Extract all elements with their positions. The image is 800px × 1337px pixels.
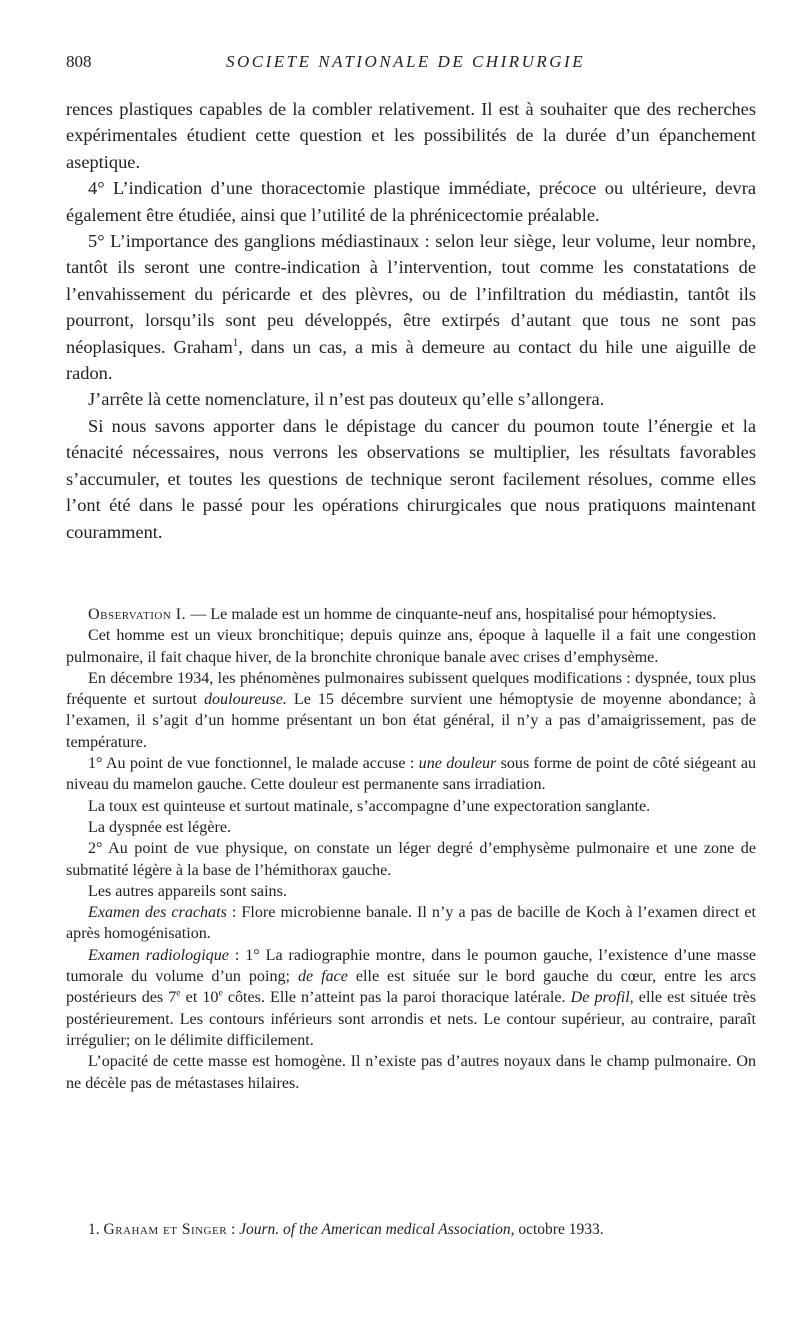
footnote-number: 1. [88,1221,100,1238]
footnote-separator: : [227,1221,240,1238]
observation-paragraph [66,668,756,753]
observation-paragraph [66,753,756,796]
paragraph-text: : 1° La radiographie montre, dans le poumon gauche, l’existence d’une masse tumorale du volume d’un poing; [66,946,756,986]
page-number: 808 [66,52,92,71]
main-text [66,96,756,545]
footnote-authors: Graham et Singer [103,1221,228,1238]
running-header [66,52,760,76]
emphasis: Examen des crachats [88,904,227,922]
emphasis: De profil, [570,989,634,1007]
paragraph [66,228,756,386]
superscript: e [218,987,223,999]
paragraph-text: côtes. Elle n’atteint pas la paroi thoracique latérale. [222,989,571,1007]
paragraph-text: , dans un cas, a mis à demeure au contact du hile une aiguille de radon. [66,336,756,384]
paragraph-text: 5° L’importance des ganglions médiastinaux : selon leur siège, leur volume, leur nombre, tantôt ils seront une contre-indication à l’intervention, tout comme les constatations de l’envahissement du péricarde et des plèvres, ou de l’infiltration du médiastin, tantôt ils pourront, lorsqu’ils sont peu développés, être extirpés d’autant que tous ne sont pas néoplasiques. Graham [66,231,756,357]
paragraph-text: 1° Au point de vue fonctionnel, le malade accuse : [88,755,419,773]
emphasis: Examen radiologique [88,946,229,964]
paragraph: Si nous savons apporter dans le dépistage du cancer du poumon toute l’énergie et la ténacité nécessaires, nous verrons les observations se multiplier, les résultats favorables s’accumuler, et toutes les questions de technique seront facilement résolues, comme elles l’ont été dans le passé pour les opérations chirurgicales que nous pratiquons maintenant couramment. [66,415,756,542]
paragraph-text: et 10 [180,989,219,1007]
observation-paragraph: L’opacité de cette masse est homogène. Il n’existe pas d’autres noyaux dans le champ pulmonaire. On ne décèle pas de métastases hilaires. [66,1053,756,1092]
paragraph-text: : Flore microbienne banale. Il n’y a pas de bacille de Koch à l’examen direct et après homogénisation. [66,904,756,943]
emphasis: de face [297,968,348,986]
superscript: e [176,987,181,999]
paragraph-text: Le 15 décembre survient une hémoptysie de moyenne abondance; à l’examen, il s’agit d’un homme présentant un bon état général, il n’y a pas d’amaigrissement, pas de température. [66,691,757,751]
observation-paragraph: La toux est quinteuse et surtout matinale, s’accompagne d’une expectoration sanglante. [88,797,651,815]
emphasis: douloureuse. [203,691,287,709]
emphasis: une douleur [418,755,497,773]
observation-heading: Observation I. [88,606,187,623]
paragraph: rences plastiques capables de la combler relativement. Il est à souhaiter que des recherches expérimentales étudient cette question et les possibilités de la durée d’un épanchement aseptique. [66,99,756,172]
observation-paragraph: 2° Au point de vue physique, on constate un léger degré d’emphysème pulmonaire et une zone de submatité légère à la base de l’hémithorax gauche. [66,840,756,879]
observation-paragraph: Les autres appareils sont sains. [88,882,287,900]
observation-paragraph: La dyspnée est légère. [88,818,231,836]
paragraph: 4° L’indication d’une thoracectomie plastique immédiate, précoce ou ultérieure, devra également être étudiée, ainsi que l’utilité de la phrénicectomie préalable. [66,178,756,225]
paragraph-text: sous forme de point de côté siégeant au niveau du mamelon gauche. Cette douleur est permanente sans irradiation. [66,755,757,794]
observation-paragraph: Cet homme est un vieux bronchitique; depuis quinze ans, époque à laquelle il a fait une congestion pulmonaire, il fait chaque hiver, de la bronchite chronique banale avec crises d’emphysème. [66,627,756,666]
footnote-date: octobre 1933. [514,1221,604,1238]
journal-title: SOCIETE NATIONALE DE CHIRURGIE [226,52,586,71]
observation-paragraph [66,604,756,625]
footnote [66,1220,756,1240]
observation-paragraph [66,902,756,945]
paragraph-text: En décembre 1934, les phénomènes pulmonaires subissent quelques modifications : dyspnée, toux plus fréquente et surtout [66,669,756,709]
footnote-journal: Journ. of the American medical Association, [239,1221,515,1238]
paragraph: J’arrête là cette nomenclature, il n’est pas douteux qu’elle s’allongera. [88,389,605,410]
paragraph-text: elle est située très postérieurement. Les contours inférieurs sont arrondis et nets. Le contour supérieur, au contraire, paraît irrégulier; on le délimite difficilement. [66,989,756,1049]
paragraph-text: elle est située sur le bord gauche du cœur, entre les arcs postérieurs des 7 [66,968,756,1007]
paragraph-text: — Le malade est un homme de cinquante-neuf ans, hospitalisé pour hémoptysies. [186,606,717,623]
observation-paragraph [66,945,756,1051]
footnote-reference: 1 [232,336,239,349]
observation-section [66,604,756,1094]
